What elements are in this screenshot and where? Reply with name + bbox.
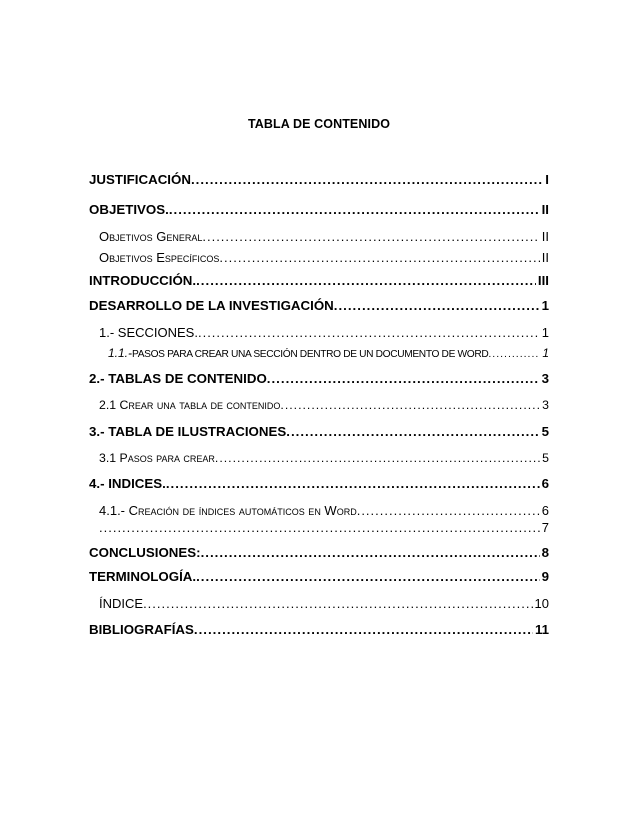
toc-entry-label: OBJETIVOS.	[89, 202, 169, 217]
toc-entry-page: I	[545, 172, 549, 187]
toc-entry-terminologia[interactable]	[89, 569, 549, 584]
toc-entry-objetivos-especificos[interactable]	[89, 250, 549, 265]
toc-entry-page: 7	[541, 520, 549, 535]
toc-entry-indices[interactable]	[89, 476, 549, 491]
toc-entry-label: DESARROLLO DE LA INVESTIGACIÓN	[89, 298, 334, 313]
toc-entry-label: 1.- SECCIONES.	[99, 325, 198, 340]
toc-entry-page: 6	[541, 476, 549, 491]
toc-entry-label: INTRODUCCIÓN.	[89, 273, 197, 288]
toc-entry-label: CONCLUSIONES:	[89, 545, 201, 560]
toc-entry-tablas-contenido[interactable]	[89, 371, 549, 386]
toc-entry-secciones[interactable]	[89, 325, 549, 340]
toc-entry-conclusiones[interactable]	[89, 545, 549, 560]
toc-entry-page: 8	[541, 545, 549, 560]
toc-entry-label: JUSTIFICACIÓN	[89, 172, 191, 187]
toc-entry-label: 4.1.- Creación de índices automáticos en Word	[99, 503, 357, 518]
toc-entry-page: 6	[541, 503, 549, 518]
toc-entry-label: Objetivos General	[99, 229, 203, 244]
toc-entry-number: 1.1.-	[108, 346, 133, 360]
toc-entry-pasos-crear[interactable]	[89, 451, 549, 465]
toc-entry-untitled[interactable]	[89, 520, 549, 535]
toc-entry-page: III	[537, 273, 549, 288]
toc-entry-page: 1	[541, 325, 549, 340]
toc-entry-label: Objetivos Específicos	[99, 250, 220, 265]
toc-entry-page: 1	[542, 346, 549, 360]
toc-entry-crear-tabla[interactable]	[89, 398, 549, 412]
toc-entry-tabla-ilustraciones[interactable]	[89, 424, 549, 439]
toc-entry-page: 9	[541, 569, 549, 584]
toc-entry-page: II	[541, 229, 549, 244]
toc-entry-page: 11	[534, 622, 549, 637]
toc-entry-label: 2.1 Crear una tabla de contenido	[99, 398, 281, 412]
toc-entry-page: II	[541, 202, 549, 217]
toc-entry-indice[interactable]	[89, 596, 549, 611]
toc-entry-label: 3.- TABLA DE ILUSTRACIONES	[89, 424, 287, 439]
toc-entry-pasos-seccion[interactable]	[89, 346, 549, 360]
toc-entry-introduccion[interactable]	[89, 273, 549, 288]
toc-entry-label: TERMINOLOGÍA.	[89, 569, 197, 584]
toc-entry-page: 3	[542, 398, 549, 412]
toc-entry-objetivos-general[interactable]	[89, 229, 549, 244]
toc-entry-label: 2.- TABLAS DE CONTENIDO	[89, 371, 267, 386]
toc-entry-objetivos[interactable]	[89, 202, 549, 217]
toc-entry-desarrollo[interactable]	[89, 298, 549, 313]
toc-entry-label: BIBLIOGRAFÍAS	[89, 622, 194, 637]
toc-entry-indices-automaticos[interactable]	[89, 503, 549, 518]
toc-entry-label: 4.- INDICES.	[89, 476, 166, 491]
toc-entry-label: PASOS PARA CREAR UNA SECCIÓN DENTRO DE UN DOCUMENTO DE WORD	[132, 349, 489, 360]
toc-entry-label: 3.1 Pasos para crear	[99, 451, 215, 465]
toc-entry-page: 10	[534, 596, 549, 611]
toc-entry-page: 3	[541, 371, 549, 386]
page-title: TABLA DE CONTENIDO	[247, 117, 391, 131]
toc-entry-page: 5	[541, 424, 549, 439]
toc-entry-justificacion[interactable]	[89, 172, 549, 187]
toc-entry-page: II	[541, 250, 549, 265]
toc-entry-page: 5	[542, 451, 549, 465]
toc-entry-page: 1	[541, 298, 549, 313]
toc-entry-label: ÍNDICE	[99, 596, 144, 611]
toc-entry-bibliografias[interactable]	[89, 622, 549, 637]
